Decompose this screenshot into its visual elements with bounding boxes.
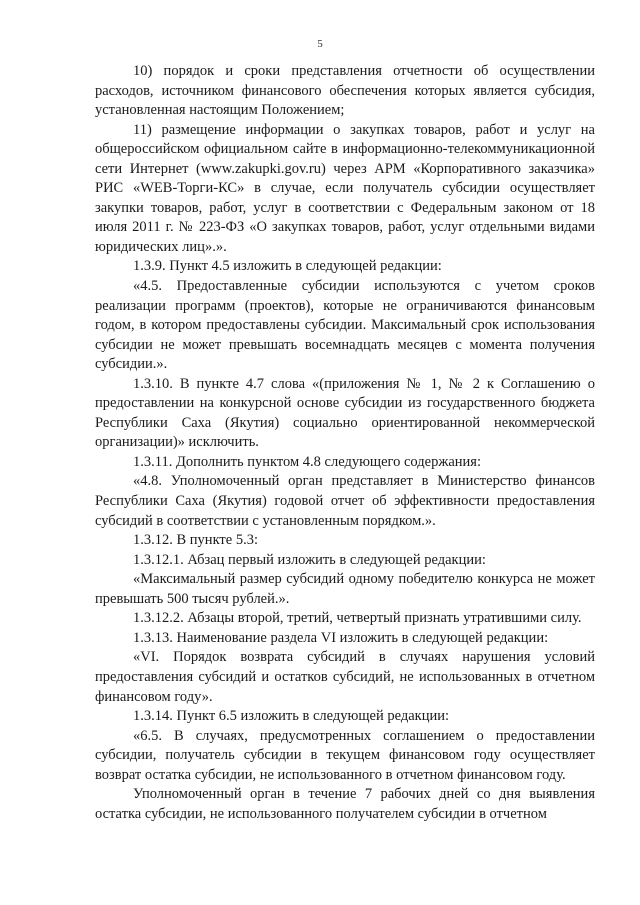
paragraph-item-10: 10) порядок и сроки представления отчетности об осуществлении расходов, источником финансового обеспечения которых является субсидия, установленная настоящим Положением; xyxy=(95,63,595,119)
paragraph-quote-4-5: «4.5. Предоставленные субсидии используются с учетом сроков реализации программ (проектов), которые не ограничиваются финансовым годом, в котором предоставлены субсидии. Максимальный срок использования субсидии не может превышать восемнадцать месяцев с момента получения субсидии.». xyxy=(95,278,595,373)
paragraph-1-3-12-1: 1.3.12.1. Абзац первый изложить в следующей редакции: xyxy=(133,551,486,568)
paragraph-quote-6-5: «6.5. В случаях, предусмотренных соглашением о предоставлении субсидии, получатель субсидии в текущем финансовом году осуществляет возврат остатка субсидии, не использованного в отчетном финансовом году. xyxy=(95,727,595,783)
paragraph-authorized-body: Уполномоченный орган в течение 7 рабочих дней со дня выявления остатка субсидии, не использованного получателем субсидии в отчетном xyxy=(95,786,595,822)
paragraph-quote-section-vi: «VI. Порядок возврата субсидий в случаях нарушения условий предоставления субсидий и остатков субсидий, не использованных в отчетном финансовом году». xyxy=(95,649,595,705)
page-number: 5 xyxy=(317,38,323,50)
document-body xyxy=(95,62,595,824)
paragraph-1-3-12: 1.3.12. В пункте 5.3: xyxy=(133,532,258,549)
paragraph-quote-max-subsidy: «Максимальный размер субсидий одному победителю конкурса не может превышать 500 тысяч рублей.». xyxy=(95,571,595,607)
paragraph-1-3-12-2: 1.3.12.2. Абзацы второй, третий, четвертый признать утратившими силу. xyxy=(133,610,582,627)
paragraph-1-3-13: 1.3.13. Наименование раздела VI изложить в следующей редакции: xyxy=(133,629,549,646)
paragraph-1-3-10: 1.3.10. В пункте 4.7 слова «(приложения № 1, № 2 к Соглашению о предоставлении на конкурсной основе субсидии из государственного бюджета Республики Саха (Якутия) социально ориентированной некоммерческой организации)» исключить. xyxy=(95,375,595,451)
paragraph-1-3-11: 1.3.11. Дополнить пунктом 4.8 следующего содержания: xyxy=(133,453,481,470)
paragraph-item-11: 11) размещение информации о закупках товаров, работ и услуг на общероссийском официальном сайте в информационно-телекоммуникационной сети Интернет (www.zakupki.gov.ru) через АРМ «Корпоративного заказчика» РИС «WEB-Торги-КС» в случае, если получатель субсидии осуществляет закупки товаров, работ, услуг в соответствии с Федеральным законом от 18 июля 2011 г. № 223-ФЗ «О закупках товаров, работ, услуг отдельными видами юридических лиц».». xyxy=(95,121,595,255)
paragraph-quote-4-8: «4.8. Уполномоченный орган представляет в Министерство финансов Республики Саха (Якутия) годовой отчет об эффективности предоставления субсидий в соответствии с установленным порядком.». xyxy=(95,473,595,529)
paragraph-1-3-14: 1.3.14. Пункт 6.5 изложить в следующей редакции: xyxy=(133,708,450,725)
paragraph-1-3-9: 1.3.9. Пункт 4.5 изложить в следующей редакции: xyxy=(133,258,442,275)
